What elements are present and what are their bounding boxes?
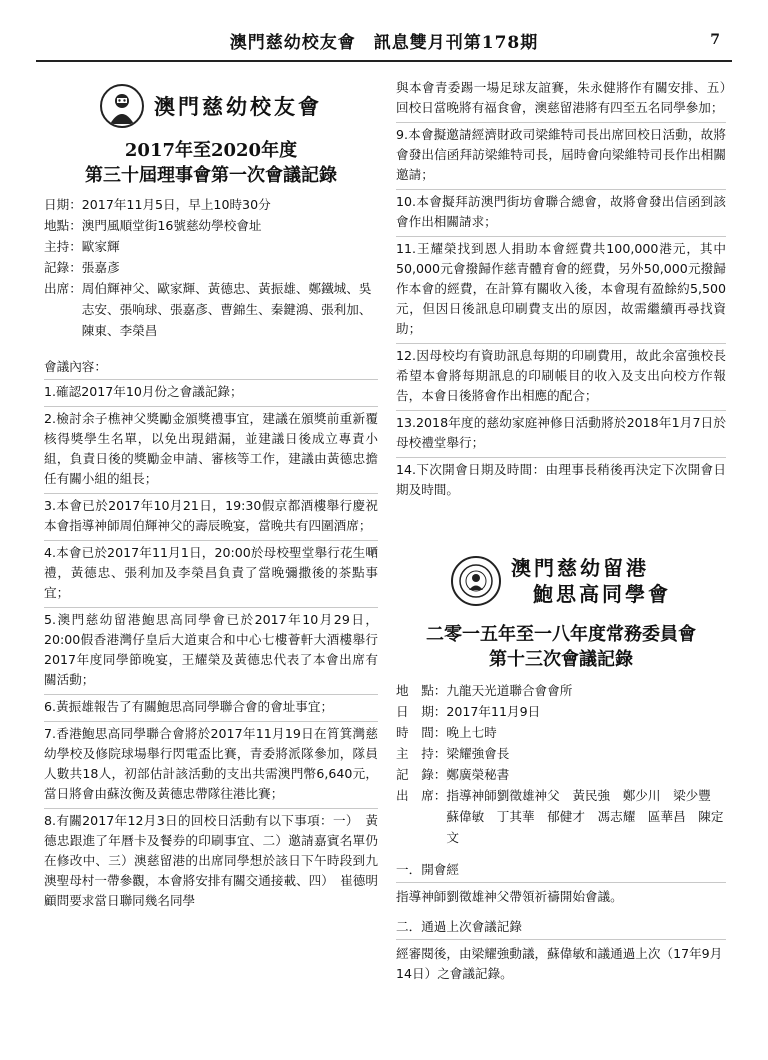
hk-meta-location: 地 點： 九龍天光道聯合會會所 xyxy=(396,683,573,698)
meta-attendees: 出席： 周伯輝神父、歐家輝、黃德忠、黃振雄、鄭鐵城、吳志安、張响球、張嘉彥、曹錦生、秦鍵鴻、張利加、陳東、李榮昌 xyxy=(44,281,372,338)
page-header xyxy=(36,24,732,62)
left-column xyxy=(44,84,378,915)
right-column xyxy=(396,76,739,984)
agenda-item: 13.2018年度的慈幼家庭神修日活動將於2018年1月7日於母校禮堂舉行； xyxy=(396,411,726,458)
agenda-item: 8.有關2017年12月3日的回校日活動有以下事項：一） 黃德忠跟進了年曆卡及餐券的印刷事宜、二）邀請嘉賓名單仍在修改中、三）澳慈留港的出席同學想於該日下午時段到九澳聖母村一帶參觀，本會將安排有關交通接載、四） 崔德明顧問要求當日聯同幾名同學 xyxy=(44,813,378,908)
hk-meta-chair: 主 持： 梁耀強會長 xyxy=(396,746,510,761)
hk-meta-recorder: 記 錄： 鄭廣榮秘書 xyxy=(396,767,510,782)
meta-chair: 主持： 歐家輝 xyxy=(44,239,120,254)
newsletter-title: 澳門慈幼校友會 訊息雙月刊第178期 xyxy=(229,33,539,53)
association-seal-icon xyxy=(451,556,501,606)
meta-date: 日期： 2017年11月5日，早上10時30分 xyxy=(44,197,271,212)
section-minutes-text: 經審閱後，由梁耀強動議，蘇偉敏和議通過上次（17年9月14日）之會議記錄。 xyxy=(396,946,723,981)
agenda-item: 10.本會擬拜訪澳門街坊會聯合總會，故將會發出信函到該會作出相關請求； xyxy=(396,190,726,237)
hk-meta-time: 時 間： 晚上七時 xyxy=(396,725,497,740)
agenda-item: 7.香港鮑思高同學聯合會將於2017年11月19日在筲箕灣慈幼學校及修院球場舉行閃電盃比賽，青委將派隊參加，隊員人數共18人，初部估計該活動的支出共需澳門幣6,640元，當日將會由蘇汝衡及黃德忠帶隊往港比賽； xyxy=(44,722,378,809)
hk-meeting-title-year: 二零一五年至一八年度常務委員會 xyxy=(426,624,696,645)
hk-meeting-title: 第十三次會議記錄 xyxy=(489,649,633,670)
hk-meta-date: 日 期： 2017年11月9日 xyxy=(396,704,541,719)
meeting-title-year: 2017年至2020年度 xyxy=(124,140,298,161)
meeting-title: 第三十屆理事會第一次會議記錄 xyxy=(85,165,337,186)
hk-org-name-line1: 澳門慈幼留港 xyxy=(511,556,649,580)
agenda-item: 4.本會已於2017年11月1日，20:00於母校聖堂舉行花生嗮禮，黃德忠、張利加及李榮昌負責了當晚彌撒後的茶點事宜； xyxy=(44,541,378,608)
section-minutes-label: 二．通過上次會議記錄 xyxy=(396,917,726,940)
meta-recorder: 記錄： 張嘉彥 xyxy=(44,260,120,275)
agenda-item: 11.王耀榮找到恩人捐助本會經費共100,000港元，其中50,000元會撥歸作慈青體育會的經費，另外50,000元撥歸作本會的經費，在計算有關收入後，本會現有盈餘約5,500元，但因日後訊息印刷費支出的原因，故需繼續再尋找資助； xyxy=(396,237,726,344)
agenda-item: 6.黃振雄報告了有關鮑思高同學聯合會的會址事宜； xyxy=(44,695,378,722)
agenda-item: 與本會青委踢一場足球友誼賽，朱永健將作有關安排、五） 回校日當晚將有福食會，澳慈留港將有四至五名同學參加； xyxy=(396,76,726,123)
hk-meta-attendees: 出 席： 指導神師劉徵雄神父 黃民強 鄭少川 梁少豐 蘇偉敏 丁其華 郁健才 馮志耀 區華昌 陳定文 xyxy=(396,788,724,845)
agenda-item: 9.本會擬邀請經濟財政司梁維特司長出席回校日活動，故將會發出信函拜訪梁維特司長，屆時會向梁維特司長作出相關邀請； xyxy=(396,123,726,190)
content-label: 會議內容： xyxy=(44,357,378,380)
agenda-item: 2.檢討余子樵神父獎勵金頒獎禮事宜，建議在頒獎前重新覆核得獎學生名單，以免出現錯漏，並建議日後成立專責小組，負責日後的獎勵金申請、審核等工作，建議由黃德忠擔任有關小組的組長； xyxy=(44,407,378,494)
page-number: 7 xyxy=(710,32,720,48)
agenda-item: 5.澳門慈幼留港鮑思高同學會已於2017年10月29日，20:00假香港灣仔皇后大道東合和中心七樓薈軒大酒樓舉行2017年度同學節晚宴，王耀榮及黃德忠代表了本會出席有關活動； xyxy=(44,608,378,695)
section-opening-label: 一．開會經 xyxy=(396,860,726,883)
priest-portrait-icon xyxy=(100,84,144,128)
section-opening-text: 指導神師劉徵雄神父帶領祈禱開始會議。 xyxy=(396,889,623,904)
org-logo-row xyxy=(44,84,378,128)
hk-org-logo-row xyxy=(396,552,726,610)
agenda-item: 3.本會已於2017年10月21日，19:30假京都酒樓舉行慶祝本會指導神師周伯輝神父的壽辰晚宴，當晚共有四圍酒席； xyxy=(44,494,378,541)
agenda-item: 14.下次開會日期及時間：由理事長稍後再決定下次開會日期及時間。 xyxy=(396,462,726,497)
hk-org-name-line2: 鮑思高同學會 xyxy=(533,582,671,606)
agenda-item: 12.因母校均有資助訊息每期的印刷費用，故此余富強校長希望本會將每期訊息的印刷帳目的收入及支出向校方作報告，本會日後將會作出相應的配合； xyxy=(396,344,726,411)
org-name: 澳門慈幼校友會 xyxy=(154,94,322,119)
meta-location: 地點： 澳門風順堂街16號慈幼學校會址 xyxy=(44,218,262,233)
agenda-item: 1.確認2017年10月份之會議記錄； xyxy=(44,380,378,407)
